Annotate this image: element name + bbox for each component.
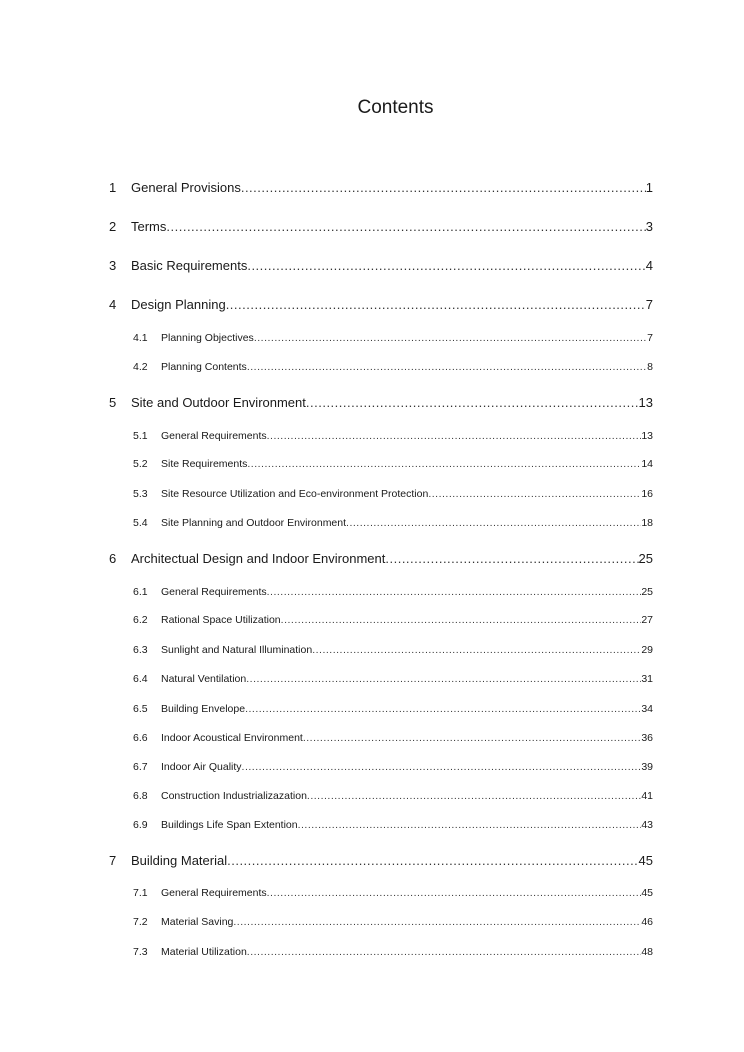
toc-entry-page: 45 (641, 887, 653, 899)
toc-entry-number: 6 (109, 551, 117, 566)
toc-leader-dots (246, 673, 641, 685)
toc-entry-page: 41 (641, 790, 653, 802)
toc-entry-number: 1 (109, 180, 117, 195)
toc-leader-dots (267, 887, 642, 899)
toc-entry-page: 31 (641, 673, 653, 685)
toc-leader-dots (247, 458, 641, 470)
toc-entry-number: 6.5 (133, 703, 148, 715)
toc-entry-title: Site Requirements (161, 458, 248, 470)
toc-entry-number: 6.8 (133, 790, 148, 802)
toc-entry-number: 5.3 (133, 488, 148, 500)
toc-entry-number: 7 (109, 853, 117, 868)
toc-entry[interactable] (133, 614, 653, 626)
toc-entry-title: Indoor Acoustical Environment (161, 732, 303, 744)
toc-entry[interactable] (133, 332, 653, 344)
toc-entry-title: Construction Industrializazation (161, 790, 307, 802)
toc-entry-page: 4 (645, 258, 653, 273)
toc-entry-page: 14 (641, 458, 653, 470)
toc-entry[interactable] (109, 180, 653, 195)
toc-leader-dots (241, 180, 646, 195)
toc-entry-number: 6.6 (133, 732, 148, 744)
toc-entry-page: 7 (645, 297, 653, 312)
toc-entry[interactable] (133, 703, 653, 715)
toc-entry-title: Rational Space Utilization (161, 614, 281, 626)
toc-entry-title: Terms (131, 219, 167, 234)
toc-leader-dots (166, 219, 645, 234)
toc-leader-dots (385, 551, 638, 566)
toc-entry-page: 34 (641, 703, 653, 715)
page-title: Contents (357, 97, 434, 118)
toc-entry-number: 2 (109, 219, 117, 234)
toc-entry[interactable] (133, 586, 653, 598)
toc-entry-page: 8 (647, 361, 653, 373)
toc-entry-number: 5.4 (133, 517, 148, 529)
toc-entry-title: Building Material (131, 853, 228, 868)
toc-leader-dots (227, 853, 638, 868)
toc-entry-title: General Requirements (161, 586, 267, 598)
toc-entry[interactable] (109, 297, 653, 312)
toc-entry-number: 5 (109, 395, 117, 410)
toc-leader-dots (267, 430, 642, 442)
toc-entry-number: 4.2 (133, 361, 148, 373)
toc-entry-number: 7.1 (133, 887, 148, 899)
toc-entry-number: 7.3 (133, 946, 148, 958)
toc-entry-page: 3 (645, 219, 653, 234)
toc-entry[interactable] (109, 853, 653, 868)
toc-leader-dots (247, 361, 647, 373)
toc-entry-title: General Requirements (161, 430, 267, 442)
toc-entry[interactable] (109, 258, 653, 273)
toc-entry-page: 16 (641, 488, 653, 500)
toc-entry[interactable] (133, 644, 653, 656)
toc-leader-dots (233, 916, 641, 928)
toc-leader-dots (306, 395, 639, 410)
toc-entry[interactable] (133, 916, 653, 928)
toc-entry-title: Site and Outdoor Environment (131, 395, 306, 410)
toc-leader-dots (303, 732, 641, 744)
toc-entry[interactable] (133, 673, 653, 685)
toc-entry-page: 43 (641, 819, 653, 831)
toc-entry-title: Sunlight and Natural Illumination (161, 644, 313, 656)
toc-leader-dots (245, 703, 641, 715)
toc-entry-page: 25 (641, 586, 653, 598)
toc-entry-page: 13 (638, 395, 653, 410)
toc-leader-dots (346, 517, 641, 529)
toc-leader-dots (298, 819, 642, 831)
toc-entry[interactable] (109, 395, 653, 410)
toc-entry-number: 3 (109, 258, 117, 273)
toc-entry-page: 27 (641, 614, 653, 626)
toc-entry-title: General Requirements (161, 887, 267, 899)
toc-entry-number: 5.1 (133, 430, 148, 442)
toc-entry[interactable] (133, 761, 653, 773)
toc-entry-number: 6.1 (133, 586, 148, 598)
toc-entry[interactable] (109, 551, 653, 566)
toc-entry-page: 18 (641, 517, 653, 529)
toc-entry-page: 13 (641, 430, 653, 442)
toc-entry-number: 6.9 (133, 819, 148, 831)
toc-entry-title: Natural Ventilation (161, 673, 247, 685)
toc-entry-title: Material Saving (161, 916, 234, 928)
toc-entry-number: 6.4 (133, 673, 148, 685)
toc-entry[interactable] (133, 790, 653, 802)
toc-entry-title: Buildings Life Span Extention (161, 819, 298, 831)
toc-leader-dots (242, 761, 642, 773)
toc-entry[interactable] (133, 887, 653, 899)
toc-entry[interactable] (133, 430, 653, 442)
toc-entry[interactable] (133, 732, 653, 744)
toc-entry-number: 6.3 (133, 644, 148, 656)
toc-leader-dots (281, 614, 642, 626)
toc-entry[interactable] (133, 458, 653, 470)
toc-leader-dots (312, 644, 641, 656)
toc-entry-title: Planning Contents (161, 361, 247, 373)
toc-entry-title: General Provisions (131, 180, 241, 195)
toc-entry-page: 29 (641, 644, 653, 656)
toc-entry-page: 45 (638, 853, 653, 868)
toc-leader-dots (247, 946, 642, 958)
toc-entry-page: 7 (647, 332, 653, 344)
toc-entry-number: 4 (109, 297, 117, 312)
toc-entry-page: 25 (638, 551, 653, 566)
toc-entry-title: Site Planning and Outdoor Environment (161, 517, 347, 529)
toc-entry-page: 39 (641, 761, 653, 773)
toc-entry-title: Material Utilization (161, 946, 247, 958)
toc-leader-dots (247, 258, 645, 273)
toc-leader-dots (307, 790, 641, 802)
toc-entry[interactable] (133, 488, 653, 500)
toc-entry[interactable] (133, 361, 653, 373)
toc-entry[interactable] (133, 819, 653, 831)
toc-entry-number: 4.1 (133, 332, 148, 344)
toc-leader-dots (428, 488, 641, 500)
toc-entry-number: 5.2 (133, 458, 148, 470)
toc-entry-title: Indoor Air Quality (161, 761, 242, 773)
toc-entry-page: 1 (645, 180, 653, 195)
toc-leader-dots (267, 586, 642, 598)
toc-leader-dots (254, 332, 647, 344)
toc-entry-title: Planning Objectives (161, 332, 254, 344)
toc-entry-page: 36 (641, 732, 653, 744)
toc-entry-title: Building Envelope (161, 703, 246, 715)
toc-entry-number: 7.2 (133, 916, 148, 928)
toc-entry-number: 6.7 (133, 761, 148, 773)
toc-entry-number: 6.2 (133, 614, 148, 626)
toc-entry-title: Basic Requirements (131, 258, 248, 273)
toc-entry[interactable] (133, 517, 653, 529)
toc-entry-title: Design Planning (131, 297, 226, 312)
toc-entry-title: Site Resource Utilization and Eco-environment Protection (161, 488, 429, 500)
toc-leader-dots (226, 297, 646, 312)
toc-entry[interactable] (133, 946, 653, 958)
toc-entry-page: 46 (641, 916, 653, 928)
toc-entry[interactable] (109, 219, 653, 234)
toc-entry-page: 48 (641, 946, 653, 958)
toc-entry-title: Architectual Design and Indoor Environment (131, 551, 386, 566)
